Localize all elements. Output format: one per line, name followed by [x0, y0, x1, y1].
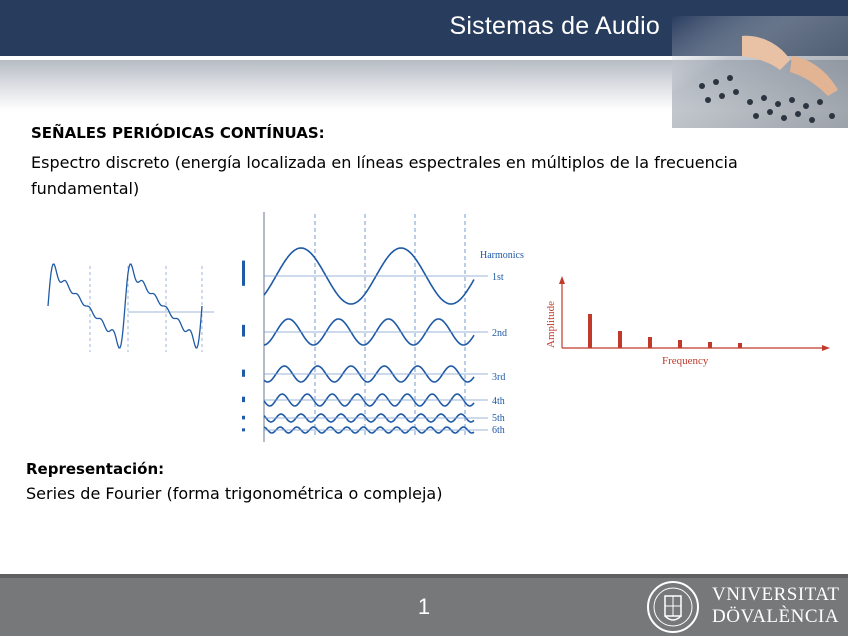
harmonic-label-6: 6th [492, 425, 505, 436]
amplitude-bar-3 [242, 370, 245, 377]
spectral-line-4 [678, 340, 682, 348]
spectral-line-6 [738, 343, 742, 348]
page-number: 1 [417, 594, 431, 619]
section-description: Espectro discreto (energía localizada en líneas espectrales en múltiplos de la frecuencia fundamental) [31, 153, 738, 198]
slide-title: Sistemas de Audio [449, 12, 660, 40]
amplitude-bar-2 [242, 325, 245, 337]
amplitude-bar-4 [242, 397, 245, 402]
harmonic-label-2: 2nd [492, 328, 507, 339]
spectrum-plot [545, 276, 830, 367]
spectral-line-3 [648, 337, 652, 348]
spectral-line-1 [588, 314, 592, 348]
harmonic-label-1: 1st [492, 272, 504, 283]
footer-divider [0, 574, 848, 578]
spectral-line-2 [618, 331, 622, 348]
harmonic-label-5: 5th [492, 413, 505, 424]
harmonic-label-4: 4th [492, 396, 505, 407]
harmonics-panel [242, 212, 524, 442]
representation-heading: Representación: [26, 460, 165, 478]
spectrum-ylabel: Amplitude [545, 300, 557, 348]
harmonic-label-3: 3rd [492, 372, 506, 383]
audio-mixer-image [672, 16, 848, 128]
university-logo [712, 584, 839, 628]
amplitude-bar-5 [242, 416, 245, 420]
university-name-line2: DÖVALÈNCIA [712, 606, 840, 627]
amplitude-bar-1 [242, 261, 245, 286]
amplitude-bar-6 [242, 428, 245, 431]
spectrum-xlabel: Frequency [662, 355, 709, 367]
harmonics-figure [0, 200, 848, 450]
harmonics-title: Harmonics [480, 250, 524, 261]
university-seal-icon [642, 580, 704, 634]
representation-text: Series de Fourier (forma trigonométrica o compleja) [26, 484, 443, 503]
section-heading: SEÑALES PERIÓDICAS CONTÍNUAS: [31, 124, 325, 142]
composite-waveform [48, 264, 214, 352]
university-name-line1: VNIVERSITAT [712, 584, 840, 605]
spectral-line-5 [708, 342, 712, 348]
